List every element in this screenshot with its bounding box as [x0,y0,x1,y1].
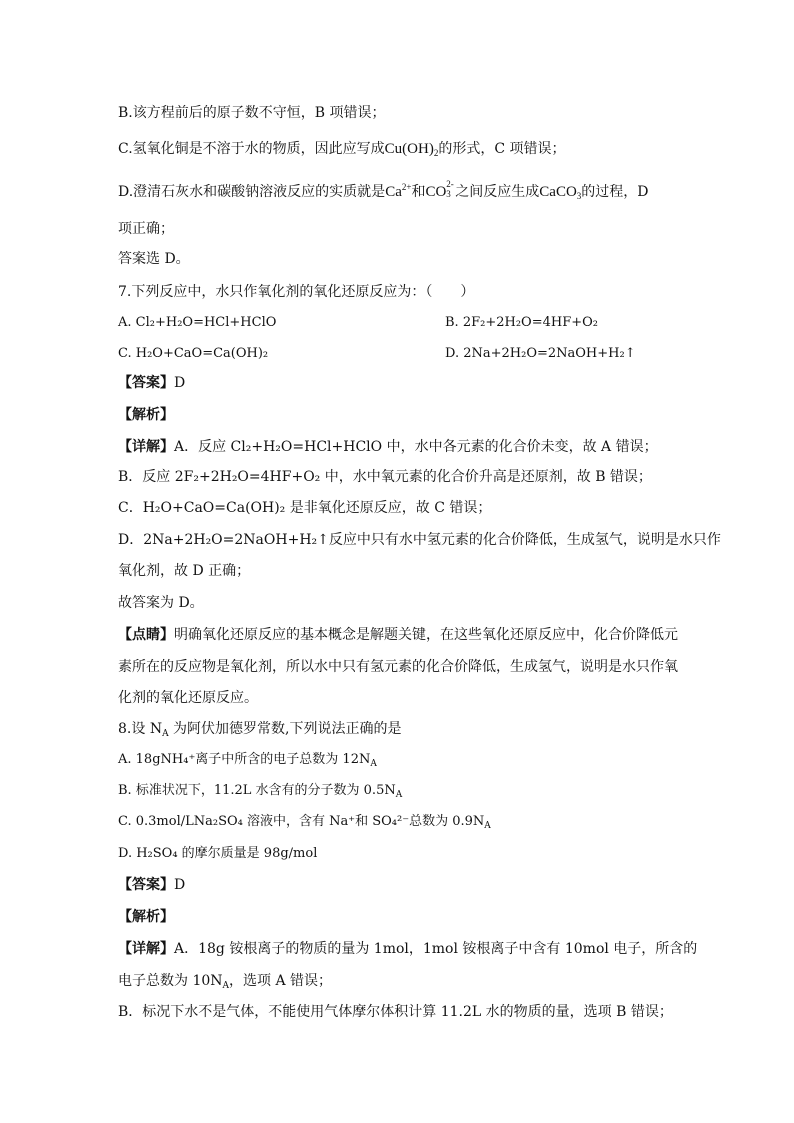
answer-line-q6: 答案选 D。 [118,251,190,267]
q8-analysis-tag: 【解析】 [118,909,174,925]
q7-option-b: B. 2F₂+2H₂O=4HF+O₂ [445,315,598,330]
q7-option-c: C. H₂O+CaO=Ca(OH)₂ [118,346,269,361]
analysis-line-d-cont: 项正确； [118,221,174,237]
q7-detail-d: D．2Na+2H₂O=2NaOH+H₂↑反应中只有水中氢元素的化合价降低，生成氢气，说明是水只作 [118,532,721,548]
analysis-line-c: C.氢氧化铜是不溶于水的物质，因此应写成$Cu(OH)_2$的形式，C 项错误； [118,141,566,158]
q7-detail-b: B．反应 2F₂+2H₂O=4HF+O₂ 中，水中氧元素的化合价升高是还原剂，故 B 错误； [118,469,652,485]
q8-stem: 8.设 $N_A$ 为阿伏加德罗常数,下列说法正确的是 [118,721,402,739]
q7-option-a: A. Cl₂+H₂O=HCl+HClO [118,315,277,330]
q7-detail-c: C．H₂O+CaO=Ca(OH)₂ 是非氧化还原反应，故 C 错误； [118,500,492,516]
q7-detail-d-cont: 氧化剂，故 D 正确； [118,563,251,579]
q8-option-d: D. H₂SO₄ 的摩尔质量是 98g/mol [118,846,318,861]
analysis-line-d: D.澄清石灰水和碳酸钠溶液反应的实质就是$Ca^{2+}$和CO 2- 3 之间反应生成CaCO$_3$的过程，D [118,179,649,201]
q8-option-a: A. 18gNH₄⁺离子中所含的电子总数为 $12N_A$ [118,752,377,769]
formula-caco3: CaCO$_3$ [539,184,582,201]
q7-analysis-tag: 【解析】 [118,407,174,423]
q7-point-1: 【点睛】明确氧化还原反应的基本概念是解题关键，在这些氧化还原反应中，化合价降低元 [118,627,678,643]
analysis-line-b: B.该方程前后的原子数不守恒，B 项错误； [118,105,386,121]
q8-answer: 【答案】D [118,877,186,893]
q7-answer: 【答案】D [118,375,186,391]
q7-point-2: 素所在的反应物是氧化剂，所以水中只有氢元素的化合价降低，生成氢气，说明是水只作氧 [118,659,678,675]
formula-co3: CO 2- 3 [425,179,454,200]
q7-final-answer: 故答案为 D。 [118,595,204,611]
q8-detail-b: B．标况下水不是气体，不能使用气体摩尔体积计算 11.2L 水的物质的量，选项 B 错误； [118,1004,673,1020]
q7-stem: 7.下列反应中，水只作氧化剂的氧化还原反应为：（ ） [118,284,475,300]
q7-detail-a: 【详解】A．反应 Cl₂+H₂O=HCl+HClO 中，水中各元素的化合价未变，故 A 错误； [118,439,658,455]
q8-option-b: B. 标准状况下，11.2L 水含有的分子数为 $0.5N_A$ [118,783,403,800]
answer-tag: 【答案】 [118,375,174,391]
q8-detail-a: 【详解】A．18g 铵根离子的物质的量为 1mol，1mol 铵根离子中含有 10mol 电子，所含的 [118,941,698,957]
formula-cuoh2: $Cu(OH)_2$ [384,141,439,158]
q8-detail-a-cont: 电子总数为 $10N_A$，选项 A 错误； [118,973,333,991]
q7-option-d: D. 2Na+2H₂O=2NaOH+H₂↑ [445,346,636,361]
q8-option-c: C. 0.3mol/LNa₂SO₄ 溶液中，含有 Na⁺和 SO₄²⁻总数为 $0.9N_A$ [118,814,491,831]
formula-ca: $Ca^{2+}$ [385,182,412,200]
q7-point-3: 化剂的氧化还原反应。 [118,690,258,706]
